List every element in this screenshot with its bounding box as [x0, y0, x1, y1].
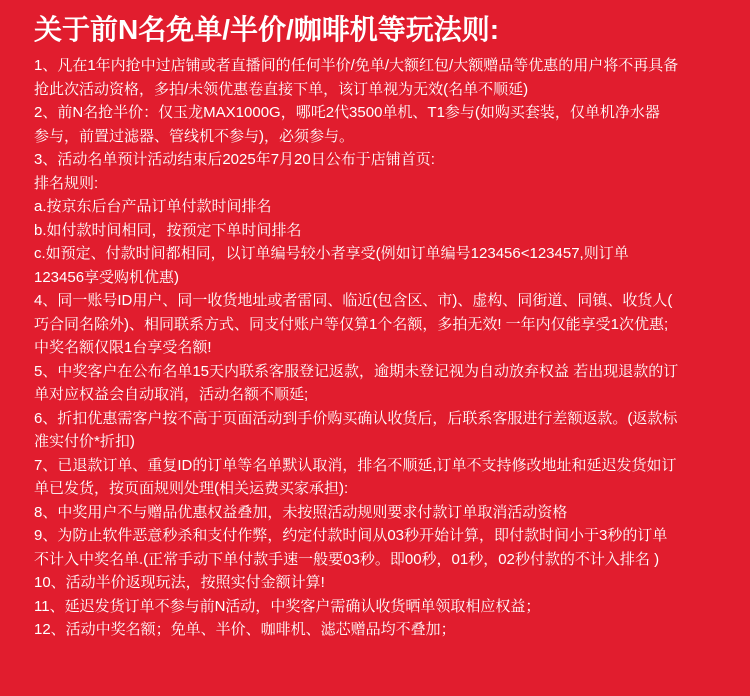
rule-line: 排名规则:	[34, 174, 99, 192]
rule-line: 3、活动名单预计活动结束后2025年7月20日公布于店铺首页:	[34, 151, 435, 168]
rule-line: 单已发货，按页面规则处理(相关运费买家承担):	[34, 480, 349, 497]
rule-line: c.如预定、付款时间都相同，以订单编号较小者享受(例如订单编号123456<123457,则订单	[34, 245, 629, 262]
rule-line: 5、中奖客户在公布名单15天内联系客服登记返款，逾期未登记视为自动放弃权益 若出现退款的订	[34, 362, 679, 380]
rule-line: 抢此次活动资格，多拍/未领优惠卷直接下单，该订单视为无效(名单不顺延)	[34, 80, 529, 98]
rule-line: 8、中奖用户不与赠品优惠权益叠加，未按照活动规则要求付款订单取消活动资格	[34, 503, 568, 521]
rule-line: 7、已退款订单、重复ID的订单等名单默认取消，排名不顺延,订单不支持修改地址和延迟发货如订	[34, 456, 677, 474]
rule-line: 9、为防止软件恶意秒杀和支付作弊，约定付款时间从03秒开始计算，即付款时间小于3秒的订单	[34, 527, 668, 544]
rule-line: b.如付款时间相同，按预定下单时间排名	[34, 221, 302, 239]
rules-list	[34, 54, 730, 642]
page-title: 关于前N名免单/半价/咖啡机等玩法则:	[34, 14, 500, 45]
rule-line: 巧合同名除外)、相同联系方式、同支付账户等仅算1个名额，多拍无效! 一年内仅能享受1次优惠;	[34, 315, 669, 333]
rule-line: 6、折扣优惠需客户按不高于页面活动到手价购买确认收货后，后联系客服进行差额返款。(返款标	[34, 409, 678, 427]
rule-line: 123456享受购机优惠)	[34, 268, 180, 286]
rule-line: 参与，前置过滤器、管线机不参与)，必须参与。	[34, 127, 354, 145]
rule-line: 11、延迟发货订单不参与前N活动，中奖客户需确认收货晒单领取相应权益；	[34, 597, 541, 615]
rule-line: 不计入中奖名单.(正常手动下单付款手速一般要03秒。即00秒，01秒，02秒付款的不计入排名 )	[34, 550, 660, 568]
rule-line: 12、活动中奖名额；免单、半价、咖啡机、滤芯赠品均不叠加；	[34, 621, 456, 638]
rule-line: 中奖名额仅限1台享受名额!	[34, 339, 212, 356]
rule-line: 2、前N名抢半价：仅玉龙MAX1000G，哪吒2代3500单机、T1参与(如购买套装，仅单机净水器	[34, 104, 660, 121]
rule-line: 1、凡在1年内抢中过店铺或者直播间的任何半价/免单/大额红包/大额赠品等优惠的用户将不再具备	[34, 57, 679, 74]
rule-line: a.按京东后台产品订单付款时间排名	[34, 198, 272, 215]
rule-line: 单对应权益会自动取消，活动名额不顺延;	[34, 386, 309, 403]
rule-line: 4、同一账号ID用户、同一收货地址或者雷同、临近(包含区、市)、虚构、同街道、同镇、收货人(	[34, 292, 673, 309]
rule-line: 10、活动半价返现玩法，按照实付金额计算!	[34, 574, 325, 591]
rule-line: 准实付价*折扣)	[34, 433, 135, 450]
